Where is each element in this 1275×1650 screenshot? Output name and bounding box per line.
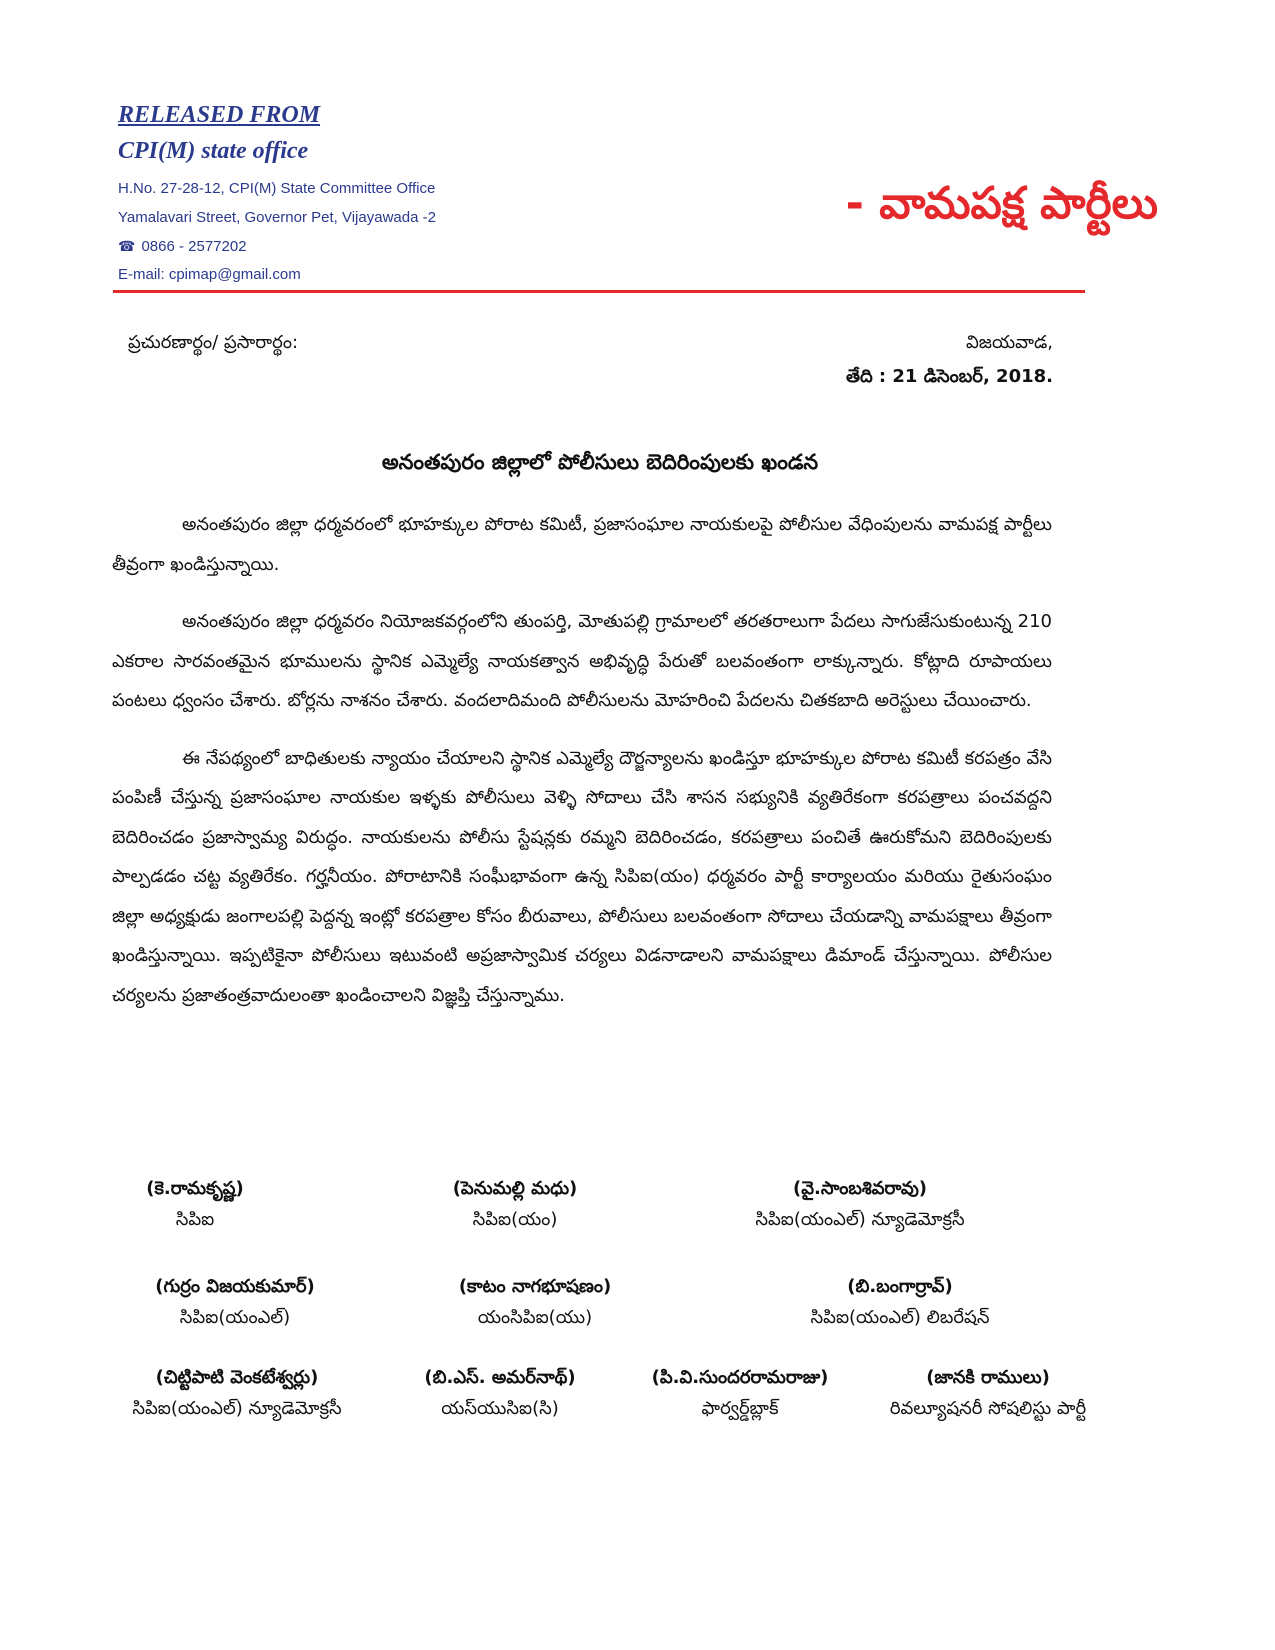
signatory-name: (కాటం నాగభూషణం)	[458, 1276, 612, 1297]
place-label: విజయవాడ,	[965, 332, 1053, 353]
date-label: తేది : 21 డిసెంబర్, 2018.	[845, 366, 1053, 387]
signatory-party: సిపిఐ(యం)	[472, 1209, 558, 1230]
signatory-name: (గుర్రం విజయకుమార్)	[155, 1276, 315, 1297]
phone-number: 0866 - 2577202	[141, 238, 247, 255]
signatory-party: యంసిపిఐ(యు)	[477, 1307, 593, 1328]
signatory	[858, 1367, 1118, 1423]
signatory-party: ఫార్వర్డ్‌బ్లాక్	[701, 1398, 779, 1419]
publication-label: ప్రచురణార్థం/ ప్రసారార్థం:	[128, 332, 299, 353]
signatory-name: (చిట్టిపాటి వెంకటేశ్వర్లు)	[155, 1367, 319, 1388]
signatory	[760, 1276, 1040, 1332]
paragraph: అనంతపురం జిల్లా ధర్మవరంలో భూహక్కుల పోరాట కమిటీ, ప్రజాసంఘాల నాయకులపై పోలీసుల వేధింపులను వామపక్ష పార్టీలు తీవ్రంగా ఖండిస్తున్నాయి.	[112, 514, 1052, 575]
paragraph: ఈ నేపథ్యంలో బాధితులకు న్యాయం చేయాలని స్థానిక ఎమ్మెల్యే దౌర్జన్యాలను ఖండిస్తూ భూహక్కుల పోరాట కమిటీ కరపత్రం వేసి పంపిణీ చేస్తున్న ప్రజాసంఘాల నాయకుల ఇళ్ళకు పోలీసులు వెళ్ళి సోదాలు చేసి శాసన సభ్యునికి వ్యతిరేకంగా కరపత్రాలు పంచవద్దని బెదిరించడం ప్రజాస్వామ్య విరుద్ధం. నాయకులను పోలీసు స్టేషన్లకు రమ్మని బెదిరించడం, కరపత్రాలు పంచితే ఊరుకోమని బెదిరింపులకు పాల్పడడం చట్ట వ్యతిరేకం. గర్హనీయం. పోరాటానికి సంఘీభావంగా ఉన్న సిపిఐ(యం) ధర్మవరం పార్టీ కార్యాలయం మరియు రైతుసంఘం జిల్లా అధ్యక్షుడు జంగాలపల్లి పెద్దన్న ఇంట్లో కరపత్రాల కోసం బీరువాలు, పోలీసులు బలవంతంగా సోదాలు చేయడాన్ని వామపక్షాలు తీవ్రంగా ఖండిస్తున్నాయి. ఇప్పటికైనా పోలీసులు ఇటువంటి అప్రజాస్వామిక చర్యలు విడనాడాలని వామపక్షాలు డిమాండ్ చేస్తున్నాయి. పోలీసుల చర్యలను ప్రజాతంత్రవాదులంతా ఖండించాలని విజ్ఞప్తి చేస్తున్నాము.	[112, 747, 1052, 1006]
signatory-party: రివల్యూషనరీ సోషలిస్టు పార్టీ	[889, 1398, 1087, 1419]
signatory-name: (జానకి రాములు)	[926, 1367, 1050, 1388]
party-title: - వామపక్ష పార్టీలు	[845, 178, 1158, 229]
press-release-body	[112, 505, 1052, 1033]
signatory-party: సిపిఐ(యంఎల్)	[179, 1307, 291, 1328]
headline: అనంతపురం జిల్లాలో పోలీసులు బెదిరింపులకు ఖండన	[381, 450, 819, 474]
telephone-icon: ☎	[118, 238, 136, 254]
phone-line	[118, 238, 247, 255]
signatory-party: సిపిఐ(యంఎల్) లిబరేషన్	[810, 1307, 990, 1328]
signatory	[420, 1276, 650, 1332]
signatory	[110, 1276, 360, 1332]
signatory	[625, 1367, 855, 1423]
address-line-1: H.No. 27-28-12, CPI(M) State Committee Office	[118, 180, 436, 197]
signatory-party: సిపిఐ	[175, 1209, 215, 1230]
signatory-name: (పెనుమల్లి మధు)	[452, 1178, 578, 1199]
office-name: CPI(M) state office	[118, 138, 309, 164]
signatory-name: (కె.రామకృష్ణ)	[146, 1178, 244, 1199]
signatory	[425, 1178, 605, 1234]
signatory-name: (బి.బంగార్రావ్)	[847, 1276, 953, 1297]
address-line-2: Yamalavari Street, Governor Pet, Vijayawada -2	[118, 209, 436, 226]
signatory	[700, 1178, 1020, 1234]
signatory-party: సిపిఐ(యంఎల్) న్యూడెమోక్రసీ	[755, 1209, 965, 1230]
signatory-party: సిపిఐ(యంఎల్) న్యూడెమోక్రసీ	[132, 1398, 342, 1419]
email-line: E-mail: cpimap@gmail.com	[118, 266, 301, 283]
signatory-name: (వై.సాంబశివరావు)	[792, 1178, 928, 1199]
signatory	[92, 1367, 382, 1423]
header-divider	[113, 290, 1085, 293]
signatory	[395, 1367, 605, 1423]
letterhead	[118, 100, 1158, 290]
released-from-label: RELEASED FROM	[118, 102, 321, 128]
paragraph: అనంతపురం జిల్లా ధర్మవరం నియోజకవర్గంలోని తుంపర్తి, మోతుపల్లి గ్రామాలలో తరతరాలుగా పేదలు సాగుజేసుకుంటున్న 210 ఎకరాల సారవంతమైన భూములను స్థానిక ఎమ్మెల్యే నాయకత్వాన అభివృద్ధి పేరుతో బలవంతంగా లాక్కున్నారు. కోట్లాది రూపాయలు పంటలు ధ్వంసం చేశారు. బోర్లను నాశనం చేశారు. వందలాదిమంది పోలీసులను మోహరించి పేదలను చితకబాది అరెస్టులు చేయించారు.	[112, 611, 1052, 711]
signatory	[130, 1178, 260, 1234]
signatory-name: (పి.వి.సుందరరామరాజు)	[651, 1367, 829, 1388]
signatory-name: (బి.ఎస్. అమర్‌నాథ్)	[424, 1367, 576, 1388]
signatory-party: యస్‌యుసిఐ(సి)	[441, 1398, 559, 1419]
